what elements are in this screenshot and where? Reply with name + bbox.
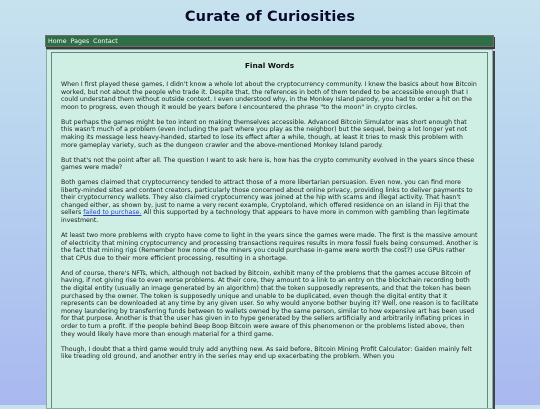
content-panel [46,49,493,409]
paragraph-4 [61,179,479,225]
nav-bar [45,35,494,47]
paragraph-4-text-before: Both games claimed that cryptocurrency tended to attract those of a more libertarian persuasion. Even now, you can find more liberty-minded sites and content creators, particularly those concerned about online privacy, providing links to deliver payments to their cryptocurrency wallets. They also claimed cryptocurrency was joined at the hip with scams and illegal activity. That hasn't changed either, as shown by, just to name a very recent example, Cryptoland, which offered residence on an island in Fiji that the sellers [61,179,473,217]
failed-to-purchase-link[interactable]: failed to purchase. [83,209,142,217]
paragraph-7: Though, I doubt that a third game would truly add anything new. As said before, Bitcoin Mining Profit Calculator: Gaiden mainly felt like treading old ground, and another entry in the series may end up exacerbating the problem. When you [61,345,472,361]
article-box [51,52,488,408]
nav-link-home[interactable]: Home [48,38,67,45]
paragraph-6: And of course, there's NFTs, which, although not backed by Bitcoin, exhibit many of the problems that the games accuse Bitcoin of having, if not giving rise to even worse problems. At their core, they amount to a link to an entry on the blockchain recording both the digital entity (usually an image generated by an algorithm) that the token supposedly represents, and that the token has been purchased by the owner. The token is supposedly unique and unable to be duplicated, even though the digital entity that it represents can be downloaded at any time by any given user. So why would anyone bother buying it? Well, one reason is to facilitate money laundering by transferring funds between to wallets owned by the same person, similar to how expensive art has been used for that purpose. Another is that the user has given in to hype generated by the sellers artificially and arbitrarily inflating prices in order to turn a profit. If the people behind Beep Boop Bitcoin were aware of this phenomenon or the problems listed above, then they would likely have more than enough material for a third game. [61,269,479,338]
nav-link-contact[interactable]: Contact [93,38,118,45]
paragraph-3: But that's not the point after all. The question I want to ask here is, how has the crypto community evolved in the years since these games were made? [61,156,475,172]
paragraph-2: But perhaps the games might be too intent on making themselves accessible. Advanced Bitcoin Simulator was short enough that this wasn't much of a problem (even including the part where you play as the neighbor) but the sequel, being a lot longer yet not making its message less heavy-handed, started to lose its effect after a while, though, at least it tries to mask this problem with more gameplay variety, such as the dungeon crawler and the above-mentioned Monkey Island parody. [61,118,468,149]
paragraph-5: At least two more problems with crypto have come to light in the years since the games were made. The first is the massive amount of electricity that mining cryptocurrency and processing transactions requires results in more fossil fuels being consumed. Another is the fact that mining rigs (Remember how none of the miners you could purchase in-game were worth the cost?) use GPUs rather that CPUs due to their more efficient processing, resulting in a shortage. [61,232,479,262]
paragraph-1: When I first played these games, I didn't know a whole lot about the cryptocurrency community. I knew the basics about how Bitcoin worked, but not about the people who trade it. Despite that, the references in both of them tended to be accessible enough that I could understand them without outside context. I even understood why, in the Monkey Island parody, you had to order a hit on the moon to progress, even though it would be years before I encountered the phrase "to the moon" in crypto circles. [61,81,477,111]
article-heading: Final Words [244,61,295,70]
article-body [52,81,487,361]
paragraph-4-text-after: All this supported by a technology that appears to have more in common with gambling than legitimate investment. [61,209,470,225]
site-title: Curate of Curiosities [184,9,356,25]
nav-link-pages[interactable]: Pages [70,38,90,45]
